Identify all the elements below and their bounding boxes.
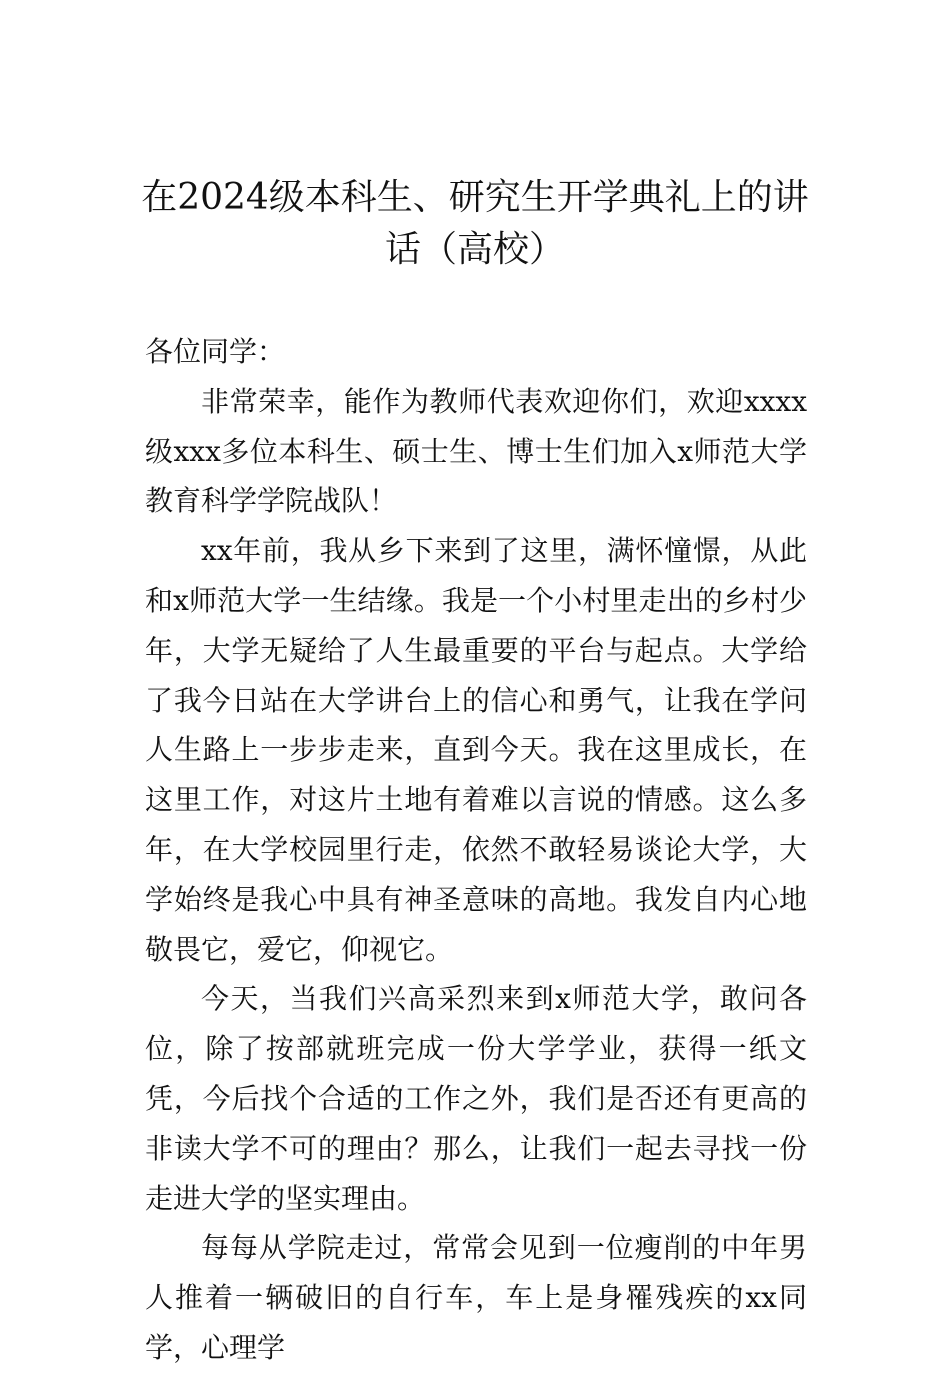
paragraph-3: 今天，当我们兴高采烈来到x师范大学，敢问各位，除了按部就班完成一份大学学业，获得一纸文凭，今后找个合适的工作之外，我们是否还有更高的非读大学不可的理由？那么，让我们一起去寻找一份走进大学的坚实理由。 <box>145 982 807 1215</box>
document-title: 在2024级本科生、研究生开学典礼上的讲话（高校） <box>141 177 809 270</box>
paragraph-4: 每每从学院走过，常常会见到一位瘦削的中年男人推着一辆破旧的自行车，车上是身罹残疾的xx同学，心理学 <box>145 1231 807 1364</box>
salutation: 各位同学： <box>145 335 286 368</box>
document-body <box>145 327 807 1373</box>
paragraph-1: 非常荣幸，能作为教师代表欢迎你们，欢迎xxxx级xxx多位本科生、硕士生、博士生们加入x师范大学教育科学学院战队！ <box>145 384 807 518</box>
paragraph-2: xx年前，我从乡下来到了这里，满怀憧憬，从此和x师范大学一生结缘。我是一个小村里走出的乡村少年，大学无疑给了人生最重要的平台与起点。大学给了我今日站在大学讲台上的信心和勇气，让我在学问人生路上一步步走来，直到今天。我在这里成长，在这里工作，对这片土地有着难以言说的情感。这么多年，在大学校园里行走，依然不敢轻易谈论大学，大学始终是我心中具有神圣意味的高地。我发自内心地敬畏它，爱它，仰视它。 <box>145 534 807 966</box>
